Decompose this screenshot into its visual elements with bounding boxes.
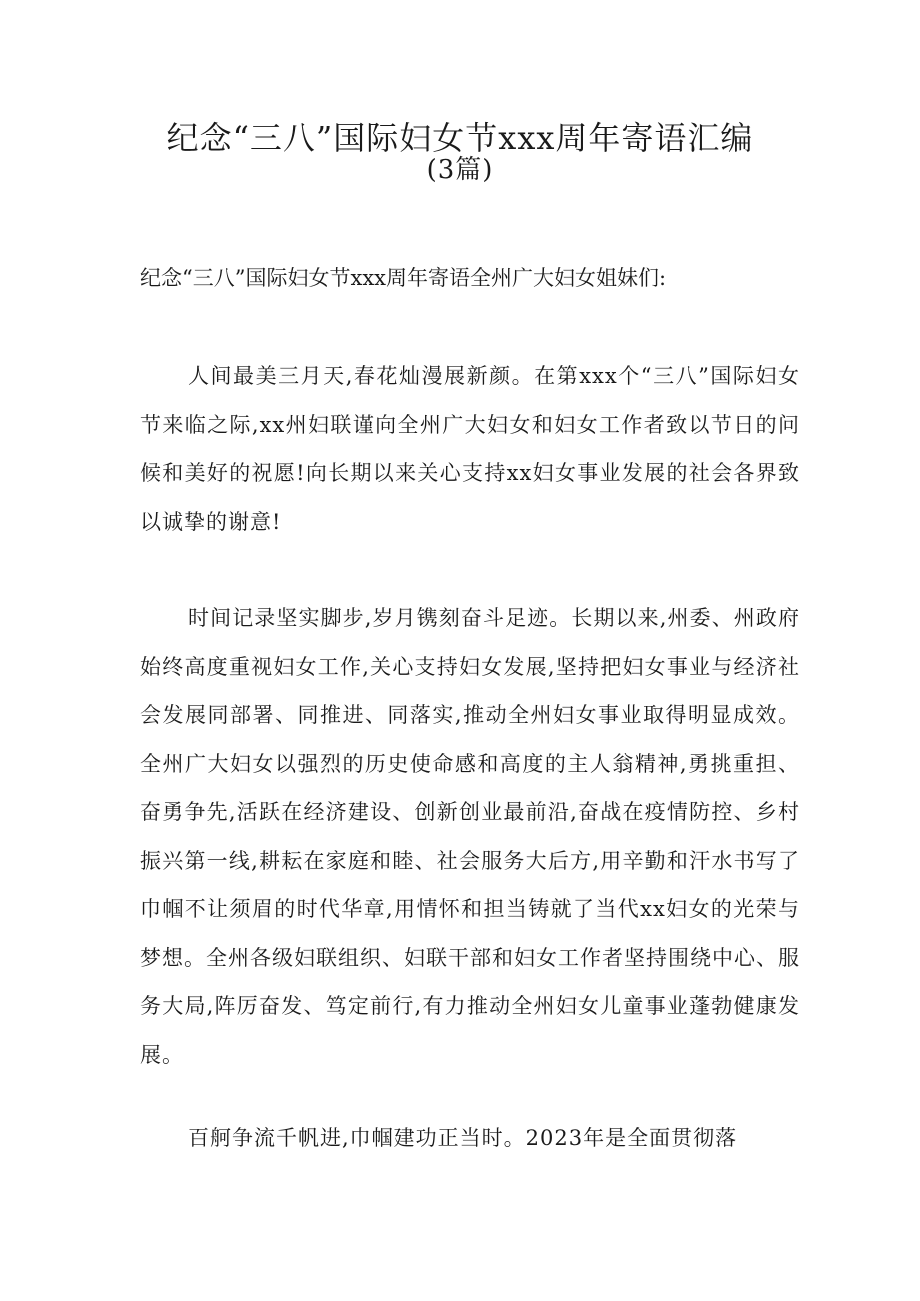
document-title: 纪念“三八”国际妇女节xxx周年寄语汇编: [166, 119, 754, 157]
paragraph-2: 时间记录坚实脚步,岁月镌刻奋斗足迹。长期以来,州委、州政府始终高度重视妇女工作,关心支持妇女发展,坚持把妇女事业与经济社会发展同部署、同推进、同落实,推动全州妇女事业取得明显成效。全州广大妇女以强烈的历史使命感和高度的主人翁精神,勇挑重担、奋勇争先,活跃在经济建设、创新创业最前沿,奋战在疫情防控、乡村振兴第一线,耕耘在家庭和睦、社会服务大后方,用辛勤和汗水书写了巾帼不让须眉的时代华章,用情怀和担当铸就了当代xx妇女的光荣与梦想。全州各级妇联组织、妇联干部和妇女工作者坚持围绕中心、服务大局,阵厉奋发、笃定前行,有力推动全州妇女儿童事业蓬勃健康发展。: [140, 606, 800, 1067]
paragraph-3: 百舸争流千帆进,巾帼建功正当时。2023年是全面贯彻落: [188, 1126, 738, 1150]
salutation-line: 纪念“三八”国际妇女节xxx周年寄语全州广大妇女姐妹们:: [140, 266, 667, 290]
document-subtitle: (3篇): [426, 155, 494, 185]
paragraph-1: 人间最美三月天,春花灿漫展新颜。在第xxx个“三八”国际妇女节来临之际,xx州妇联谨向全州广大妇女和妇女工作者致以节日的问候和美好的祝愿!向长期以来关心支持xx妇女事业发展的社会各界致以诚挚的谢意!: [140, 364, 800, 534]
